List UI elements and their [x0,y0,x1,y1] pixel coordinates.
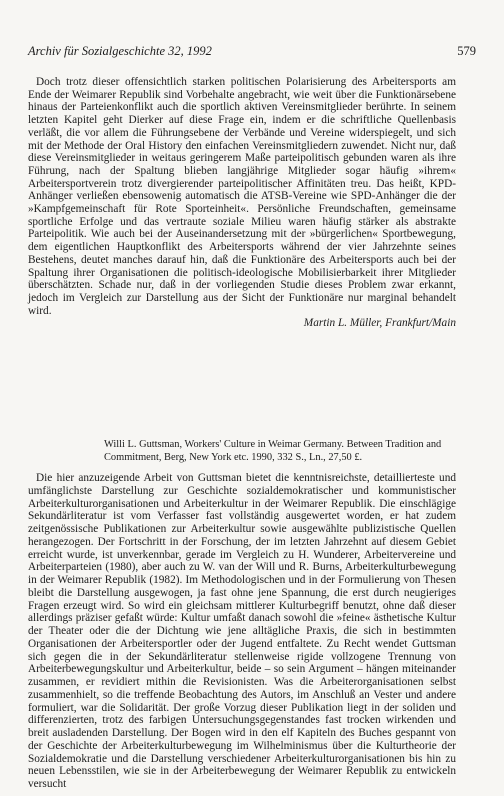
journal-title: Archiv für Sozialgeschichte 32, 1992 [28,44,212,58]
review-1 [28,76,456,330]
review-2-body: Die hier anzuzeigende Arbeit von Guttsman bietet die kenntnisreichste, detaillierteste und umfänglichste Darstellung zur Geschichte sozialdemokratischer und kommunistischer Arbeiterkulturorganisationen und Arbeiterkultur in der Weimarer Republik. Die einschlägige Sekundärliteratur ist vom Verfasser fast vollständig ausgewertet worden, er hat zudem zeitgenössische Publikationen zur Arbeiterkultur sowie ausgewählte publizistische Quellen herangezogen. Der Fortschritt in der Forschung, der im letzten Jahrzehnt auf diesem Gebiet erreicht wurde, ist unverkennbar, gerade im Vergleich zu H. Wunderer, Arbeitervereine und Arbeiterparteien (1980), aber auch zu W. van der Will und R. Burns, Arbeiterkulturbewegung in der Weimarer Republik (1982). Im Methodologischen und in der Formulierung von Thesen bleibt die Darstellung ausgewogen, ja fast ohne jene Spannung, die erst durch neugieriges Fragen erzeugt wird. So wird ein gleichsam mittlerer Kulturbegriff benutzt, ohne daß dieser allerdings präziser gefaßt würde: Kultur umfaßt danach sowohl die »feine« ästhetische Kultur der Theater oder die der Dichtung wie jene alltägliche Praxis, die sich in bestimmten Organisationen der Arbeitersportler oder der Jugend entfaltete. Zu Recht wendet Guttsman sich gegen die in der Sekundärliteratur stellenweise rigide vollzogene Trennung von Arbeiterbewegungskultur und Arbeiterkultur, beide – so sein Argument – hängen miteinander zusammen, er revidiert mithin die Revisionisten. Was die Arbeiterorganisationen selbst zusammenhielt, so die treffende Beobachtung des Autors, im Anschluß an Vester und andere formuliert, war die Solidarität. Der große Vorzug dieser Publikation liegt in der soliden und differenzierten, trotz des farbigen Untersuchungsgegenstandes fast trocken wirkenden und breit ausladenden Darstellung. Der Bogen wird in den elf Kapiteln des Buches gespannt von der Geschichte der Arbeiterkulturbewegung im Wilhelminismus über die Kulturtheorie der Sozialdemokratie und die Darstellung verschiedener Arbeiterkulturorganisationen bis hin zu neuen Lebensstilen, wie sie in der Arbeiterbewegung der Weimarer Republik zu entwickeln versucht [28,472,456,790]
review-1-body: Doch trotz dieser offensichtlich starken politischen Polarisierung des Arbeitersports am Ende der Weimarer Republik sind Vorbehalte angebracht, wie weit über die Funktionärsebene hinaus der Parteienkonflikt auch die sportlich aktiven Vereinsmitglieder berührte. In seinem letzten Kapitel geht Dierker auf diese Frage ein, indem er die schriftliche Quellenbasis verläßt, die vor allem die Führungsebene der Verbände und Vereine widerspiegelt, und sich mit der Methode der Oral History den einfachen Vereinsmitgliedern zuwendet. Nicht nur, daß diese Vereinsmitglieder in weitaus geringerem Maße parteipolitisch gebunden waren als ihre Führung, nach der Spaltung blieben langjährige Mitglieder sogar häufig »ihrem« Arbeitersportverein trotz divergierender parteipolitischer Affinitäten treu. Das heißt, KPD-Anhänger verließen ebensowenig automatisch die ATSB-Vereine wie SPD-Anhänger die der »Kampfgemeinschaft für Rote Sporteinheit«. Persönliche Freundschaften, gemeinsame sportliche Erfolge und das vertraute soziale Milieu waren häufig stärker als abstrakte Parteipolitik. Wie auch bei der Auseinandersetzung mit der »bürgerlichen« Sportbewegung, dem eigentlichen Hauptkonflikt des Arbeitersports während der vier Jahrzehnte seines Bestehens, deutet manches darauf hin, daß die Funktionäre des Arbeitersports auch bei der Spaltung ihrer Organisationen die politisch-ideologische Mobilisierbarkeit ihrer Mitglieder überschätzten. Schade nur, daß in der vorliegenden Studie dieses Problem zwar erkannt, jedoch im Vergleich zur Darstellung aus der Sicht der Funktionäre nur marginal behandelt wird. [28,76,456,317]
reviewer-signature: Martin L. Müller, Frankfurt/Main [303,317,456,330]
bibliographic-entry: Willi L. Guttsman, Workers' Culture in Weimar Germany. Between Tradition and Commitment, Berg, New York etc. 1990, 332 S., Ln., 27,50 £. [104,439,442,463]
running-header [28,44,476,60]
page-number: 579 [457,44,476,58]
